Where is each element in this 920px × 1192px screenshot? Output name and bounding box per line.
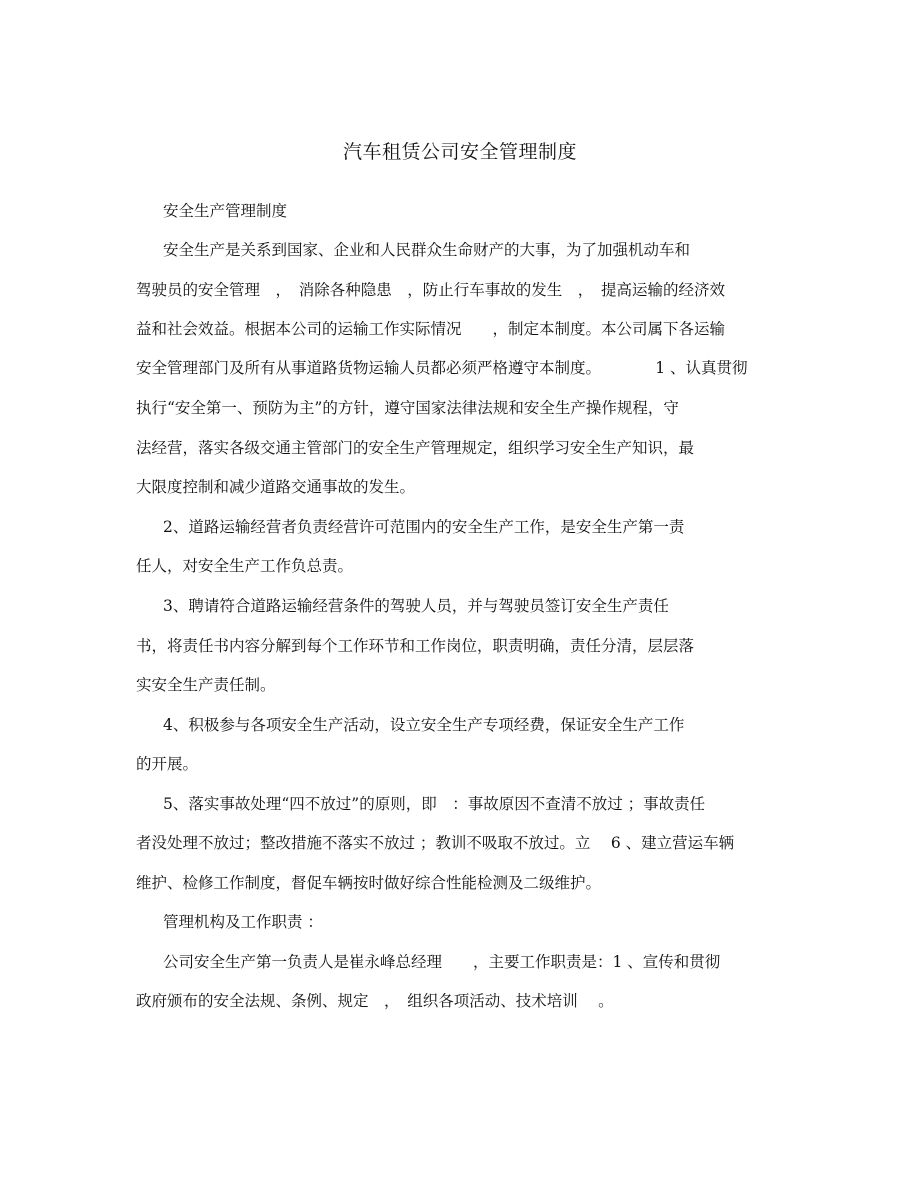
- paragraph-line: 执行“安全第一、预防为主”的方针，遵守国家法律法规和安全生产操作规程，守: [136, 399, 679, 417]
- paragraph-line: 驾驶员的安全管理 ， 消除各种隐患 ，防止行车事故的发生 ， 提高运输的经济效: [136, 281, 726, 299]
- paragraph-line: 公司安全生产第一负责人是崔永峰总经理 ，主要工作职责是：1 、宣传和贯彻: [163, 953, 721, 971]
- paragraph-line: 任人，对安全生产工作负总责。: [136, 557, 354, 575]
- paragraph-line: 安全生产是关系到国家、企业和人民群众生命财产的大事，为了加强机动车和: [163, 241, 691, 259]
- section-heading-management: 管理机构及工作职责 ：: [163, 913, 323, 931]
- paragraph-line: 益和社会效益。根据本公司的运输工作实际情况 ，制定本制度。本公司属下各运输: [136, 320, 726, 338]
- document-title: 汽车租赁公司安全管理制度: [342, 141, 577, 163]
- paragraph-line: 2、道路运输经营者负责经营许可范围内的安全生产工作，是安全生产第一责: [163, 518, 685, 536]
- paragraph-line: 维护、检修工作制度，督促车辆按时做好综合性能检测及二级维护。: [136, 874, 602, 892]
- paragraph-line: 的开展。: [136, 755, 199, 773]
- paragraph-line: 大限度控制和减少道路交通事故的发生。: [136, 478, 416, 496]
- paragraph-line: 者没处理不放过；整改措施不落实不放过 ；教训不吸取不放过。立 6 、建立营运车辆: [136, 834, 735, 852]
- paragraph-line: 政府颁布的安全法规、条例、规定 ， 组织各项活动、技术培训 。: [136, 992, 614, 1010]
- paragraph-line: 4、积极参与各项安全生产活动，设立安全生产专项经费，保证安全生产工作: [163, 716, 685, 734]
- section-heading-safety-production: 安全生产管理制度: [163, 202, 288, 220]
- paragraph-line: 安全管理部门及所有从事道路货物运输人员都必须严格遵守本制度。 1 、认真贯彻: [136, 359, 748, 377]
- paragraph-line: 法经营，落实各级交通主管部门的安全生产管理规定，组织学习安全生产知识，最: [136, 439, 695, 457]
- paragraph-line: 5、落实事故处理“四不放过”的原则，即 ：事故原因不查清不放过 ；事故责任: [163, 795, 706, 813]
- paragraph-line: 实安全生产责任制。: [136, 676, 276, 694]
- paragraph-line: 3、聘请符合道路运输经营条件的驾驶人员，并与驾驶员签订安全生产责任: [163, 597, 669, 615]
- paragraph-line: 书，将责任书内容分解到每个工作环节和工作岗位，职责明确，责任分清，层层落: [136, 637, 695, 655]
